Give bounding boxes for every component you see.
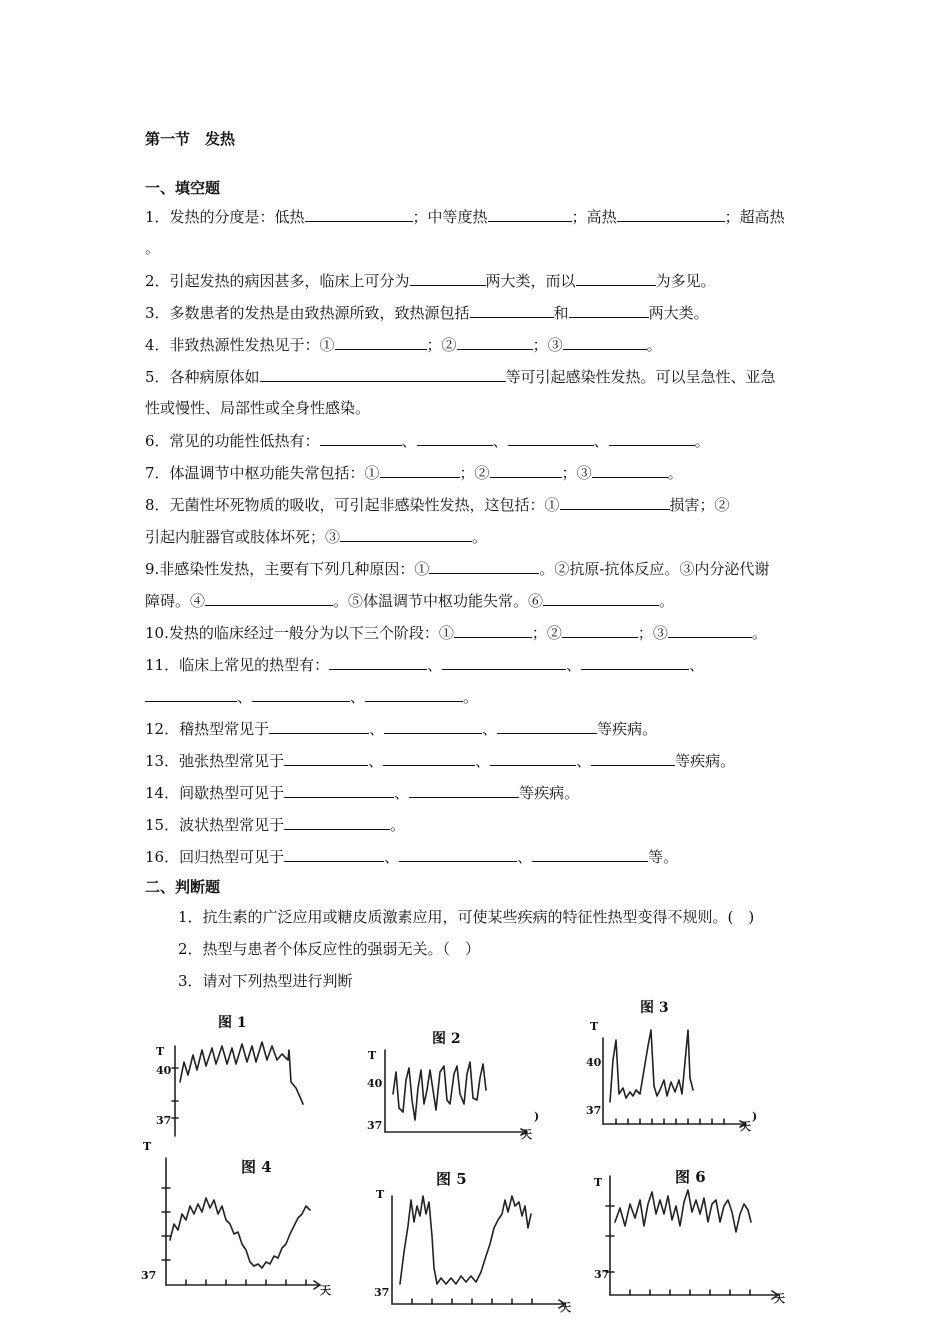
figure-5 (374, 1170, 571, 1314)
figure-6-curve (615, 1190, 751, 1232)
figure-2 (367, 1030, 539, 1141)
question-12: 12．稽热型常见于 、 、 等疾病。 (145, 720, 658, 738)
answer-blank[interactable] (442, 654, 566, 670)
figure-2-x-label: 天 (521, 1128, 532, 1141)
answer-blank[interactable] (617, 206, 725, 222)
figure-4 (141, 1140, 331, 1297)
figure-1-label: 图 1 (218, 1015, 247, 1031)
question-1-continued: 。 (145, 239, 161, 257)
figure-1 (156, 1014, 303, 1136)
question-11: 11．临床上常见的热型有： 、 、 、 (145, 656, 705, 674)
question-13: 13．弛张热型常见于 、 、 、 等疾病。 (145, 752, 736, 770)
answer-blank[interactable] (429, 558, 539, 574)
figure-5-y-label: T (376, 1188, 385, 1201)
figure-4-label: 图 4 (241, 1158, 272, 1176)
figure-3-paren: ) (752, 1110, 758, 1123)
figure-2-y-label: T (368, 1049, 377, 1062)
figure-5-curve (400, 1196, 531, 1284)
answer-blank[interactable] (284, 750, 368, 766)
answer-blank[interactable] (543, 590, 659, 606)
figure-3-label: 图 3 (640, 1000, 669, 1016)
answer-blank[interactable] (380, 462, 460, 478)
answer-blank[interactable] (409, 782, 519, 798)
answer-blank[interactable] (417, 430, 493, 446)
answer-blank[interactable] (284, 814, 390, 830)
figure-3-x-label: 天 (740, 1120, 751, 1133)
question-14: 14．间歇热型可见于 、 等疾病。 (145, 784, 580, 802)
answer-blank[interactable] (562, 622, 638, 638)
figure-1-tick-40: 40 (156, 1064, 172, 1077)
figure-2-curve (393, 1062, 486, 1120)
answer-blank[interactable] (284, 782, 394, 798)
section-judgment-heading: 二、判断题 (145, 878, 221, 896)
figure-4-tick-37: 37 (141, 1269, 157, 1282)
figure-5-tick-37: 37 (374, 1286, 390, 1299)
answer-blank[interactable] (508, 430, 594, 446)
answer-blank[interactable] (488, 206, 572, 222)
question-10: 10.发热的临床经过一般分为以下三个阶段：① ；② ；③ 。 (145, 624, 767, 642)
answer-blank[interactable] (532, 846, 648, 862)
figure-1-tick-37: 37 (156, 1114, 172, 1127)
section-fill-in-heading: 一、填空题 (145, 179, 221, 197)
answer-blank[interactable] (205, 590, 333, 606)
question-9-continued: 障碍。④ 。⑤体温调节中枢功能失常。⑥ 。 (145, 592, 675, 610)
answer-blank[interactable] (260, 366, 506, 382)
answer-blank[interactable] (305, 206, 413, 222)
answer-blank[interactable] (335, 334, 427, 350)
answer-blank[interactable] (668, 622, 752, 638)
figure-3-curve (610, 1030, 693, 1102)
answer-blank[interactable] (490, 750, 576, 766)
figure-6 (594, 1168, 785, 1305)
question-1: 1．发热的分度是：低热 ；中等度热 ；高热 ；超高热 (145, 208, 785, 226)
answer-blank[interactable] (591, 750, 675, 766)
question-7: 7．体温调节中枢功能失常包括：① ；② ；③ 。 (145, 464, 683, 482)
question-5-continued: 性或慢性、局部性或全身性感染。 (145, 399, 371, 417)
figure-6-label: 图 6 (675, 1168, 706, 1186)
page-title: 第一节 发热 (145, 130, 236, 148)
answer-blank[interactable] (454, 622, 532, 638)
answer-blank[interactable] (284, 846, 384, 862)
figure-3-tick-37: 37 (586, 1104, 602, 1117)
answer-blank[interactable] (365, 686, 463, 702)
question-11-continued: 、 、 。 (145, 686, 810, 707)
answer-blank[interactable] (384, 718, 482, 734)
answer-blank[interactable] (457, 334, 533, 350)
answer-blank[interactable] (563, 334, 647, 350)
figure-5-label: 图 5 (436, 1170, 467, 1188)
figure-5-x-label: 天 (560, 1301, 571, 1314)
answer-blank[interactable] (581, 654, 689, 670)
judge-question-3: 3．请对下列热型进行判断 (178, 972, 353, 990)
answer-blank[interactable] (609, 430, 695, 446)
answer-blank[interactable] (340, 526, 472, 542)
figure-1-y-label: T (156, 1045, 165, 1058)
answer-blank[interactable] (576, 270, 656, 286)
question-16: 16．回归热型可见于 、 、 等。 (145, 848, 679, 866)
answer-blank[interactable] (560, 494, 670, 510)
figure-2-paren: ) (534, 1110, 540, 1123)
figure-4-x-label: 天 (320, 1284, 331, 1297)
answer-blank[interactable] (329, 654, 427, 670)
answer-blank[interactable] (252, 686, 350, 702)
question-15: 15．波状热型常见于 。 (145, 816, 406, 834)
question-2: 2．引起发热的病因甚多，临床上可分为 两大类，而以 为多见。 (145, 272, 716, 290)
figure-3-y-label: T (590, 1020, 599, 1033)
judge-question-2: 2．热型与患者个体反应性的强弱无关。（ ） (178, 940, 481, 958)
question-6: 6．常见的功能性低热有： 、 、 、 。 (145, 432, 710, 450)
answer-blank[interactable] (569, 302, 649, 318)
figure-1-curve (180, 1042, 303, 1104)
answer-blank[interactable] (470, 302, 554, 318)
answer-blank[interactable] (320, 430, 402, 446)
question-8: 8．无菌性坏死物质的吸收，可引起非感染性发热，这包括：① 损害；② (145, 496, 730, 514)
figure-4-curve (170, 1198, 310, 1268)
figure-2-tick-37: 37 (367, 1119, 383, 1132)
question-8-continued: 引起内脏器官或肢体坏死；③ 。 (145, 528, 488, 546)
answer-blank[interactable] (410, 270, 486, 286)
answer-blank[interactable] (592, 462, 668, 478)
figure-4-y-label: T (143, 1140, 152, 1153)
figure-2-label: 图 2 (432, 1031, 461, 1047)
answer-blank[interactable] (497, 718, 597, 734)
answer-blank[interactable] (145, 686, 237, 702)
figure-3-tick-40: 40 (586, 1056, 602, 1069)
answer-blank[interactable] (399, 846, 517, 862)
answer-blank[interactable] (269, 718, 369, 734)
figure-6-y-label: T (594, 1176, 603, 1189)
figure-2-tick-40: 40 (367, 1077, 383, 1090)
question-4: 4．非致热源性发热见于：① ；② ；③ 。 (145, 336, 662, 354)
answer-blank[interactable] (383, 750, 475, 766)
question-5: 5．各种病原体如 等可引起感染性发热。可以呈急性、亚急 (145, 368, 776, 386)
judge-question-1: 1．抗生素的广泛应用或糖皮质激素应用，可使某些疾病的特征性热型变得不规则。( ) (178, 908, 755, 926)
question-9: 9.非感染性发热，主要有下列几种原因：① 。②抗原-抗体反应。③内分泌代谢 (145, 560, 770, 578)
answer-blank[interactable] (490, 462, 562, 478)
question-3: 3．多数患者的发热是由致热源所致，致热源包括 和 两大类。 (145, 304, 709, 322)
figure-3 (586, 999, 757, 1133)
figure-6-x-label: 天 (774, 1292, 785, 1305)
figure-6-tick-37: 37 (594, 1268, 610, 1281)
